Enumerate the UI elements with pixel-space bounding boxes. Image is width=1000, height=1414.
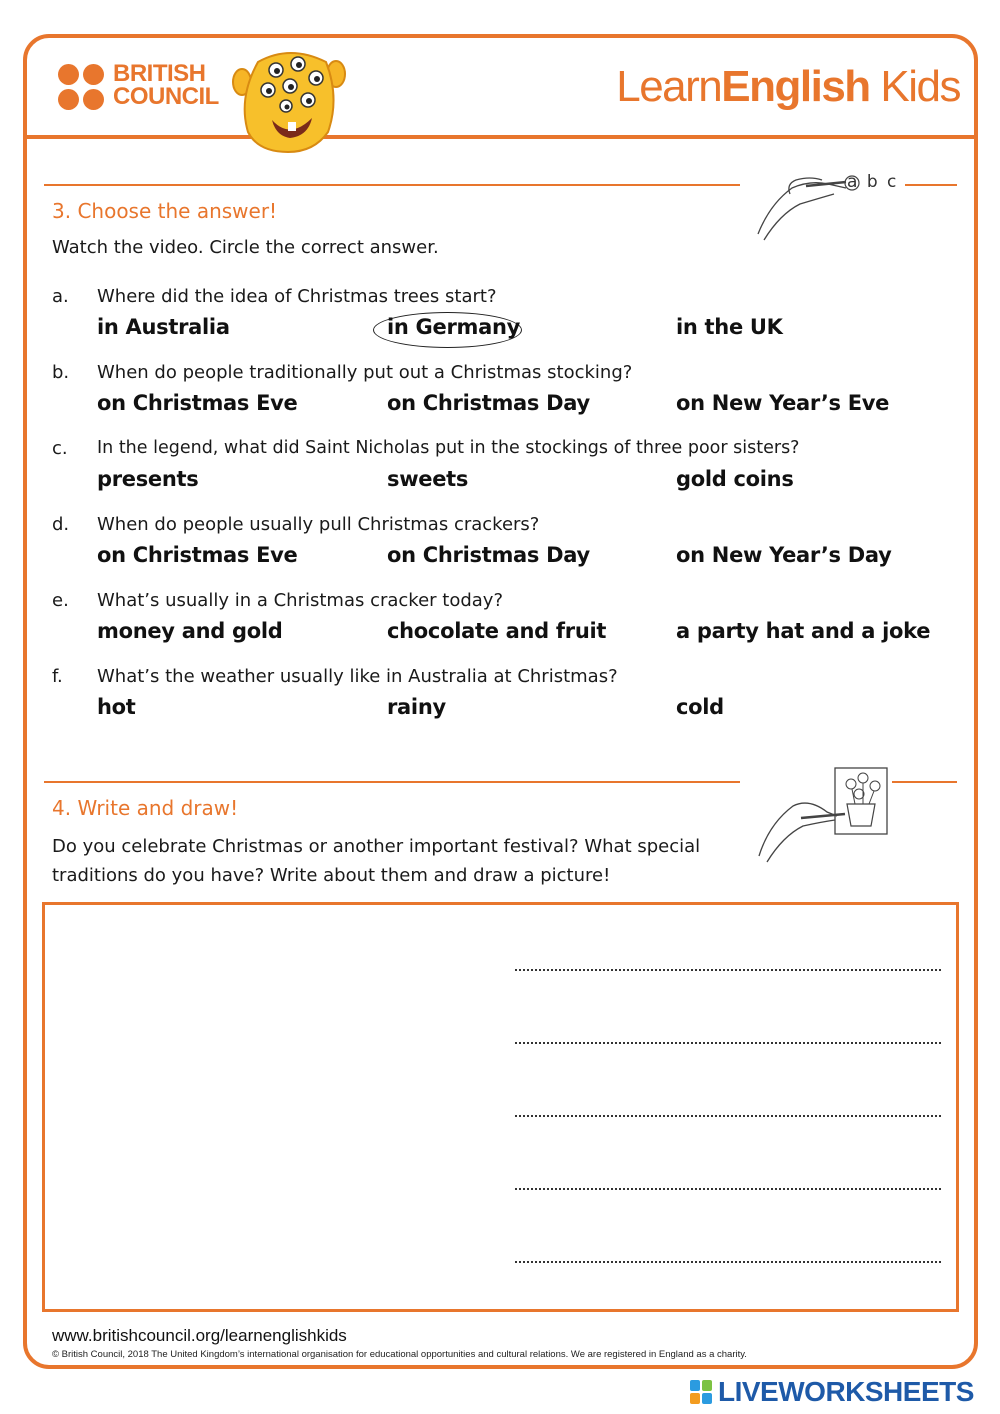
writing-line[interactable] [515,969,941,971]
learnenglish-kids-logo: LearnEnglish Kids [616,62,960,111]
question-text: What’s usually in a Christmas cracker today? [97,590,504,611]
answer-option[interactable]: on Christmas Day [387,391,590,415]
answer-option[interactable]: a party hat and a joke [676,619,931,643]
question-letter: f. [52,666,63,687]
section3-rule-right [905,184,957,186]
british-council-logo-text: BRITISH COUNCIL [113,60,219,110]
hand-drawing-flowers-icon [755,764,895,864]
answer-option[interactable]: in the UK [676,315,783,339]
question-text: What’s the weather usually like in Australia at Christmas? [97,666,618,687]
answer-option[interactable]: sweets [387,467,469,491]
section4-title: 4. Write and draw! [52,796,239,820]
question-text: When do people traditionally put out a Christmas stocking? [97,362,633,383]
section4-prompt: Do you celebrate Christmas or another important festival? What special traditions do you have? Write about them and draw a picture! [52,836,701,886]
answer-option[interactable]: gold coins [676,467,794,491]
writing-line[interactable] [515,1261,941,1263]
section3-title: 3. Choose the answer! [52,199,278,223]
writing-line[interactable] [515,1188,941,1190]
answer-option[interactable]: on Christmas Eve [97,543,298,567]
answer-option[interactable]: on New Year’s Eve [676,391,890,415]
footer-url: www.britishcouncil.org/learnenglishkids [52,1326,347,1345]
liveworksheets-logo [690,1376,974,1408]
answer-option[interactable]: hot [97,695,136,719]
answer-option[interactable]: presents [97,467,199,491]
question-letter: a. [52,286,69,307]
section4-rule-right [892,781,957,783]
question-letter: d. [52,514,70,535]
liveworksheets-icon [690,1380,712,1404]
answer-option[interactable]: chocolate and fruit [387,619,607,643]
question-letter: b. [52,362,70,383]
question-text: In the legend, what did Saint Nicholas put in the stockings of three poor sisters? [97,438,800,458]
answer-option[interactable]: on Christmas Eve [97,391,298,415]
header-divider [25,135,976,139]
writing-line[interactable] [515,1042,941,1044]
answer-option[interactable]: money and gold [97,619,283,643]
section3-instruction: Watch the video. Circle the correct answer. [52,237,439,258]
writing-line[interactable] [515,1115,941,1117]
answer-option[interactable]: in Australia [97,315,230,339]
question-text: Where did the idea of Christmas trees start? [97,286,497,307]
answer-option[interactable]: on New Year’s Day [676,543,892,567]
liveworksheets-text: LIVEWORKSHEETS [718,1376,974,1407]
question-letter: c. [52,438,68,459]
section4-rule-left [44,781,740,783]
answer-option[interactable]: cold [676,695,724,719]
british-council-logo-icon [58,64,106,112]
abc-letters: a b c [847,172,899,192]
question-text: When do people usually pull Christmas crackers? [97,514,540,535]
write-and-draw-box[interactable] [42,902,959,1312]
question-letter: e. [52,590,69,611]
section3-rule-left [44,184,740,186]
answer-option[interactable]: on Christmas Day [387,543,590,567]
answer-option[interactable]: rainy [387,695,446,719]
answer-option-selected[interactable]: in Germany [387,315,520,339]
footer-copyright: © British Council, 2018 The United Kingdom’s international organisation for educational opportunities and cultural relations. We are registered in England as a charity. [52,1349,747,1360]
monster-mascot-icon [228,48,350,156]
